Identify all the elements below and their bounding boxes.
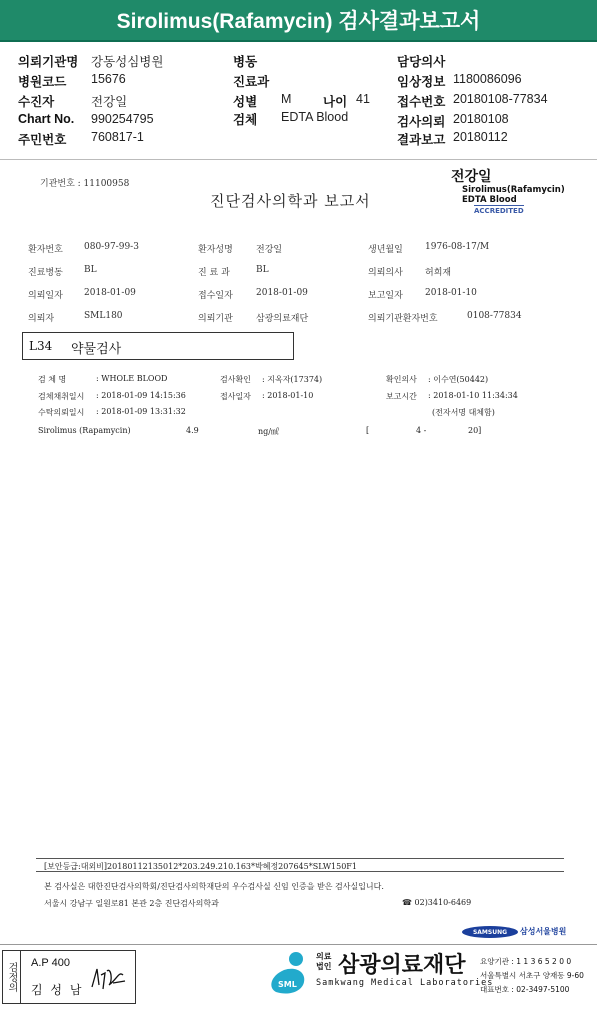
value-result-report: 20180112 (453, 130, 508, 144)
detail-value: : WHOLE BLOOD (96, 374, 168, 383)
stamp-test-name: Sirolimus(Rafamycin) (462, 185, 565, 195)
info-label: 의뢰기관환자번호 (368, 314, 438, 324)
test-category-box (22, 332, 294, 360)
info-value: 2018-01-09 (84, 288, 136, 298)
detail-label: 검사확인 (220, 375, 251, 384)
lab-phone: ☎ 02)3410-6469 (402, 898, 472, 907)
label-specimen: 검체 (233, 113, 258, 127)
detail-label: 수탁의뢰일시 (38, 408, 85, 417)
detail-label: 보고시간 (386, 392, 417, 401)
info-value: 080-97-99-3 (84, 242, 139, 252)
header-divider (0, 159, 597, 160)
report-footer-line (36, 858, 564, 859)
info-label: 의뢰의사 (368, 268, 403, 278)
test-category-name: 약물검사 (71, 342, 122, 357)
samsung-hospital-name: 삼성서울병원 (520, 927, 567, 936)
signature-box (2, 950, 136, 1004)
info-label: 환자성명 (198, 245, 233, 255)
handwritten-signature (89, 961, 129, 995)
info-label: 진료병동 (28, 268, 63, 278)
label-doctor: 담당의사 (397, 55, 446, 69)
value-receipt-no: 20180108-77834 (453, 92, 548, 106)
value-institution: 강동성심병원 (91, 55, 164, 69)
report-footer-line (36, 871, 564, 872)
document-title: 진단검사의학과 보고서 (210, 192, 371, 210)
label-sex: 성별 (233, 95, 258, 109)
info-label: 의뢰기관 (198, 314, 233, 324)
label-ward: 병동 (233, 55, 258, 69)
security-line: [보안등급:대외비]20180112135012*203.249.210.163*박혜정207645*SLW150F1 (44, 862, 357, 871)
ap-code: A.P 400 (31, 957, 70, 969)
value-hospital-code: 15676 (91, 72, 126, 86)
stamp-specimen: EDTA Blood (462, 195, 517, 205)
org-info-code: 요양기관 : 1 1 3 6 5 2 0 0 (480, 957, 572, 966)
info-value: BL (84, 265, 97, 275)
value-sex: M (281, 92, 292, 106)
info-label: 환자번호 (28, 245, 63, 255)
value-chart-no: 990254795 (91, 112, 154, 126)
test-code: L34 (29, 339, 53, 353)
info-value: BL (256, 265, 269, 275)
value-specimen: EDTA Blood (281, 110, 349, 124)
detail-value: : 2018-01-09 13:31:32 (96, 407, 186, 416)
lab-address: 서울시 강남구 일원로81 본관 2층 진단검사의학과 (44, 899, 219, 908)
detail-label: 접사일자 (220, 392, 251, 401)
result-value: 4.9 (186, 426, 199, 435)
info-label: 접수일자 (198, 291, 233, 301)
label-resident-no: 주민번호 (18, 133, 67, 147)
certification-note: 본 검사실은 대한진단검사의학회/진단검사의학재단의 우수검사실 신임 인증을 받은 검사실입니다. (44, 882, 384, 891)
accredited-mark: ACCREDITED (474, 207, 524, 215)
result-test-name: Sirolimus (Rapamycin) (38, 426, 131, 435)
info-value: 전강일 (256, 245, 283, 255)
detail-label: 검 체 명 (38, 375, 67, 384)
detail-value: : 2018-01-10 11:34:34 (428, 391, 518, 400)
label-institution: 의뢰기관명 (18, 55, 79, 69)
label-chart-no: Chart No. (18, 112, 75, 126)
info-value: 허희재 (425, 268, 452, 278)
label-result-report: 결과보고 (397, 133, 446, 147)
sml-logo (266, 950, 312, 1002)
result-unit: ng/㎖ (258, 427, 279, 436)
detail-label: 검체채취일시 (38, 392, 85, 401)
info-label: 의뢰일자 (28, 291, 63, 301)
signature-label: 검정의 (3, 951, 21, 1003)
label-receipt-no: 접수번호 (397, 95, 446, 109)
info-label: 보고일자 (368, 291, 403, 301)
org-name: 삼광의료재단 (338, 953, 466, 978)
detail-value: : 이수연(50442) (428, 375, 489, 384)
info-value: 2018-01-10 (425, 288, 477, 298)
label-hospital-code: 병원코드 (18, 75, 67, 89)
org-info-phone: 대표번호 : 02-3497-5100 (480, 985, 570, 994)
label-age: 나이 (323, 95, 348, 109)
signer-name: 김 성 남 (31, 983, 84, 997)
value-clinical-info: 1180086096 (453, 72, 522, 86)
result-ref-high: 20] (468, 426, 482, 435)
org-type: 의료 법인 (316, 952, 332, 971)
label-test-request: 검사의뢰 (397, 115, 446, 129)
info-value: 1976-08-17/M (425, 242, 490, 252)
info-label: 생년월일 (368, 245, 403, 255)
detail-label: 확인의사 (386, 375, 417, 384)
org-info-address: 서울특별시 서초구 양재동 9-60 (480, 971, 584, 980)
bottom-separator (0, 944, 597, 945)
value-patient: 전강일 (91, 95, 128, 109)
report-title: Sirolimus(Rafamycin) 검사결과보고서 (0, 0, 597, 42)
detail-value: : 지옥자(17374) (262, 375, 323, 384)
info-value: 0108-77834 (467, 311, 522, 321)
info-value: 2018-01-09 (256, 288, 308, 298)
detail-value: : 2018-01-09 14:15:36 (96, 391, 186, 400)
samsung-logo: SAMSUNG (462, 926, 518, 938)
value-age: 41 (356, 92, 370, 106)
patient-header (0, 42, 597, 160)
value-test-request: 20180108 (453, 112, 509, 126)
info-value: SML180 (84, 311, 123, 321)
detail-value: : 2018-01-10 (262, 391, 314, 400)
institution-number: 기관번호 : 11100958 (40, 179, 130, 189)
info-label: 의뢰자 (28, 314, 55, 324)
e-signature-note: (전자서명 대체함) (432, 408, 495, 417)
org-english-name: Samkwang Medical Laboratories (316, 978, 494, 988)
result-ref-bracket: [ (366, 426, 370, 435)
info-label: 진 료 과 (198, 268, 230, 278)
result-ref-low: 4 - (416, 426, 427, 435)
label-department: 진료과 (233, 75, 270, 89)
label-patient: 수진자 (18, 95, 55, 109)
sml-logo-text: SML (278, 980, 297, 989)
value-resident-no: 760817-1 (91, 130, 144, 144)
label-clinical-info: 임상정보 (397, 75, 446, 89)
stamp-patient-name: 전강일 (451, 169, 492, 185)
info-value: 삼광의료재단 (256, 314, 309, 324)
